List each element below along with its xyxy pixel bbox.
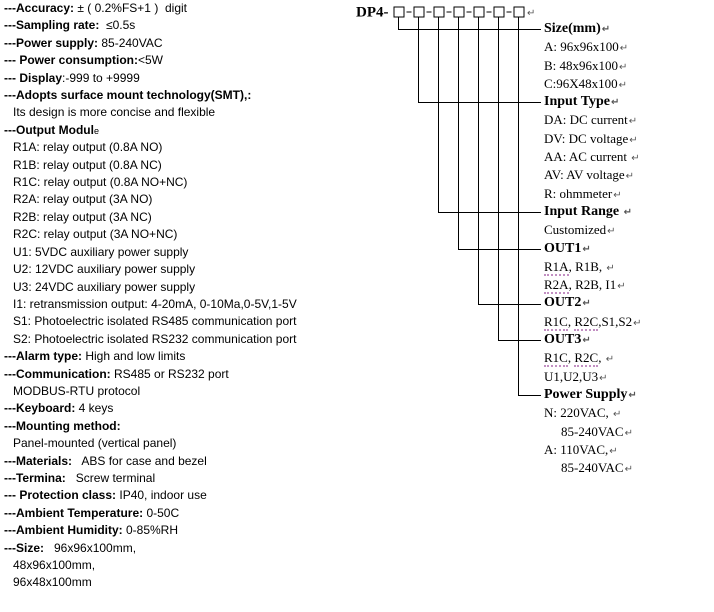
spec-label: ---Sampling rate: (4, 18, 100, 33)
return-mark-icon: ↵ (582, 335, 591, 347)
option-group-header (544, 331, 712, 349)
spec-value: R1C: relay output (0.8A NO+NC) (13, 175, 188, 190)
option-text: A: 96x96x100 (544, 39, 619, 55)
option-text: B: 48x96x100 (544, 57, 619, 73)
spec-label: ---Output Modul (4, 122, 94, 137)
option-group-header (544, 203, 712, 221)
option-row (544, 258, 712, 276)
spec-label: ---Materials: (4, 453, 73, 468)
option-row (544, 166, 712, 184)
option-text: , (567, 350, 575, 366)
return-mark-icon: ↵ (628, 389, 637, 401)
return-mark-icon: ↵ (582, 243, 591, 255)
spec-value: R2B: relay output (3A NC) (13, 209, 152, 224)
option-group-header (544, 294, 712, 312)
spec-value: Its design is more concise and flexible (13, 105, 216, 120)
ordering-options (544, 20, 712, 477)
option-row (544, 313, 712, 331)
spec-label: ---Communication: (4, 366, 111, 381)
spec-label: ---Mounting method: (4, 418, 121, 433)
option-text: ,S1,S2 (598, 313, 633, 329)
option-text: DA: DC current (544, 112, 628, 128)
spec-value: 85-240VAC (98, 35, 163, 50)
return-mark-icon: ↵ (605, 354, 615, 366)
option-row (544, 75, 712, 93)
option-row (544, 459, 712, 477)
option-text: Size(mm) (544, 21, 601, 36)
model-code-prefix: DP4- (356, 4, 389, 21)
option-row (544, 148, 712, 166)
spec-label: --- Power consumption: (4, 53, 138, 68)
return-mark-icon: ↵ (599, 372, 608, 384)
order-code-box (494, 7, 504, 17)
order-code-box (394, 7, 404, 17)
spec-value: ABS for case and bezel (72, 453, 207, 468)
spec-value: U3: 24VDC auxiliary power supply (13, 279, 196, 294)
return-mark-icon: ↵ (582, 298, 591, 310)
option-text: Power Supply (544, 386, 628, 402)
order-code-box (514, 7, 524, 17)
spec-label: ---Alarm type: (4, 349, 83, 364)
misspelled-token: R2C (574, 313, 599, 329)
option-row (544, 130, 712, 148)
return-mark-icon: ↵ (607, 226, 616, 238)
spec-value: Panel-mounted (vertical panel) (13, 436, 177, 451)
spec-label: ---Termina: (4, 470, 66, 485)
spec-value: :-999 to +9999 (62, 70, 140, 85)
option-text: C:96X48x100 (544, 75, 618, 91)
return-mark-icon: ↵ (619, 61, 628, 73)
option-text: A: 110VAC, (544, 441, 609, 457)
option-text: Customized (544, 222, 607, 238)
spec-value: <5W (138, 53, 164, 68)
spec-value: U1: 5VDC auxiliary power supply (13, 244, 189, 259)
option-group-header (544, 240, 712, 258)
option-text: OUT2 (544, 295, 582, 311)
return-mark-icon: ↵ (629, 134, 638, 146)
option-row (544, 349, 712, 367)
return-mark-icon: ↵ (623, 206, 632, 218)
connector-lines (399, 17, 542, 396)
return-mark-icon: ↵ (619, 43, 629, 55)
option-text: N: 220VAC, (544, 405, 613, 421)
option-text: DV: DC voltage (544, 130, 629, 146)
spec-value: ± ( 0.2%FS+1 ) digit (74, 1, 187, 15)
option-group-header (544, 20, 712, 38)
option-text: , R1B, (568, 258, 606, 274)
option-text: , R2B, I1 (568, 277, 617, 293)
return-mark-icon: ↵ (609, 445, 618, 457)
return-mark-icon: ↵ (601, 24, 611, 35)
spec-value: U2: 12VDC auxiliary power supply (13, 262, 196, 277)
connector-line-out2 (479, 17, 542, 305)
connector-line-power-supply (519, 17, 542, 396)
spec-value: S1: Photoelectric isolated RS485 communication port (13, 314, 297, 329)
option-row (544, 57, 712, 75)
return-mark-icon: ↵ (624, 464, 633, 476)
spec-value: R2C: relay output (3A NO+NC) (13, 227, 178, 242)
order-code-box (414, 7, 424, 17)
connector-line-out1 (459, 17, 542, 250)
return-mark-icon: ↵ (617, 281, 626, 293)
option-row (544, 221, 712, 239)
return-mark-icon: ↵ (613, 409, 622, 421)
option-text: Input Range (544, 203, 623, 219)
return-mark-icon: ↵ (527, 8, 536, 19)
spec-value: Screw terminal (65, 470, 156, 485)
connector-line-out3 (499, 17, 542, 341)
spec-value: 4 keys (75, 401, 114, 416)
option-text: , (598, 350, 605, 366)
order-code-boxes (394, 7, 524, 17)
spec-value: R1A: relay output (0.8A NO) (13, 140, 163, 155)
option-text: AA: AC current (544, 149, 631, 165)
spec-value: 0-85%RH (122, 523, 179, 538)
option-row (544, 368, 712, 386)
spec-value: 0-50C (143, 505, 180, 520)
option-text: U1,U2,U3 (544, 368, 599, 384)
option-row (544, 185, 712, 203)
option-text: , (567, 313, 575, 329)
spec-label: ---Size: (4, 540, 44, 555)
misspelled-token: R2C (574, 350, 599, 366)
connector-line-input-range (439, 17, 542, 213)
spec-value: I1: retransmission output: 4-20mA, 0-10Ma,0-5V,1-5V (13, 296, 297, 311)
order-code-box (454, 7, 464, 17)
option-text: OUT1 (544, 240, 582, 256)
option-row (544, 404, 712, 422)
spec-value: e (93, 125, 99, 136)
spec-label: ---Keyboard: (4, 401, 76, 416)
option-row (544, 276, 712, 294)
option-row (544, 111, 712, 129)
option-text: AV: AV voltage (544, 167, 625, 183)
spec-label: ---Ambient Temperature: (4, 505, 144, 520)
return-mark-icon: ↵ (633, 317, 642, 329)
spec-value: R1B: relay output (0.8A NC) (13, 157, 162, 172)
return-mark-icon: ↵ (628, 116, 638, 128)
option-text: 85-240VAC (561, 423, 624, 439)
return-mark-icon: ↵ (625, 171, 635, 183)
spec-value: S2: Photoelectric isolated RS232 communication port (13, 331, 297, 346)
option-text: OUT3 (544, 332, 582, 348)
misspelled-token: R1A (544, 258, 569, 274)
spec-label: ---Accuracy: (4, 1, 75, 15)
option-text: 85-240VAC (561, 460, 624, 476)
spec-value: 96x96x100mm, (44, 540, 137, 555)
option-row (544, 441, 712, 459)
return-mark-icon: ↵ (613, 189, 622, 201)
spec-value: R2A: relay output (3A NO) (13, 192, 153, 207)
spec-value: IP40, indoor use (116, 488, 207, 503)
spec-value: ≤0.5s (99, 18, 136, 33)
option-group-header (544, 386, 712, 404)
connector-line-size (399, 17, 542, 30)
option-text: R: ohmmeter (544, 185, 613, 201)
spec-value: MODBUS-RTU protocol (13, 383, 141, 398)
spec-value: 48x96x100mm, (13, 558, 96, 572)
option-text: Input Type (544, 94, 611, 110)
return-mark-icon: ↵ (611, 97, 620, 109)
misspelled-token: R1C (544, 350, 568, 366)
spec-label: ---Power supply: (4, 35, 99, 50)
option-group-header (544, 93, 712, 111)
spec-label: ---Adopts surface mount technology(SMT),: (4, 88, 252, 103)
spec-value: 96x48x100mm (13, 575, 92, 590)
spec-label: --- Display (4, 70, 63, 85)
return-mark-icon: ↵ (624, 427, 633, 439)
option-row (544, 423, 712, 441)
spec-value: High and low limits (82, 349, 186, 364)
spec-label: --- Protection class: (4, 488, 117, 503)
return-mark-icon: ↵ (631, 153, 640, 165)
option-row (544, 38, 712, 56)
spec-label: ---Ambient Humidity: (4, 523, 123, 538)
order-code-box (474, 7, 484, 17)
misspelled-token: R2A (544, 277, 569, 293)
order-code-box (434, 7, 444, 17)
return-mark-icon: ↵ (606, 262, 615, 274)
return-mark-icon: ↵ (618, 79, 628, 91)
misspelled-token: R1C (544, 313, 568, 329)
spec-value: RS485 or RS232 port (110, 366, 229, 381)
